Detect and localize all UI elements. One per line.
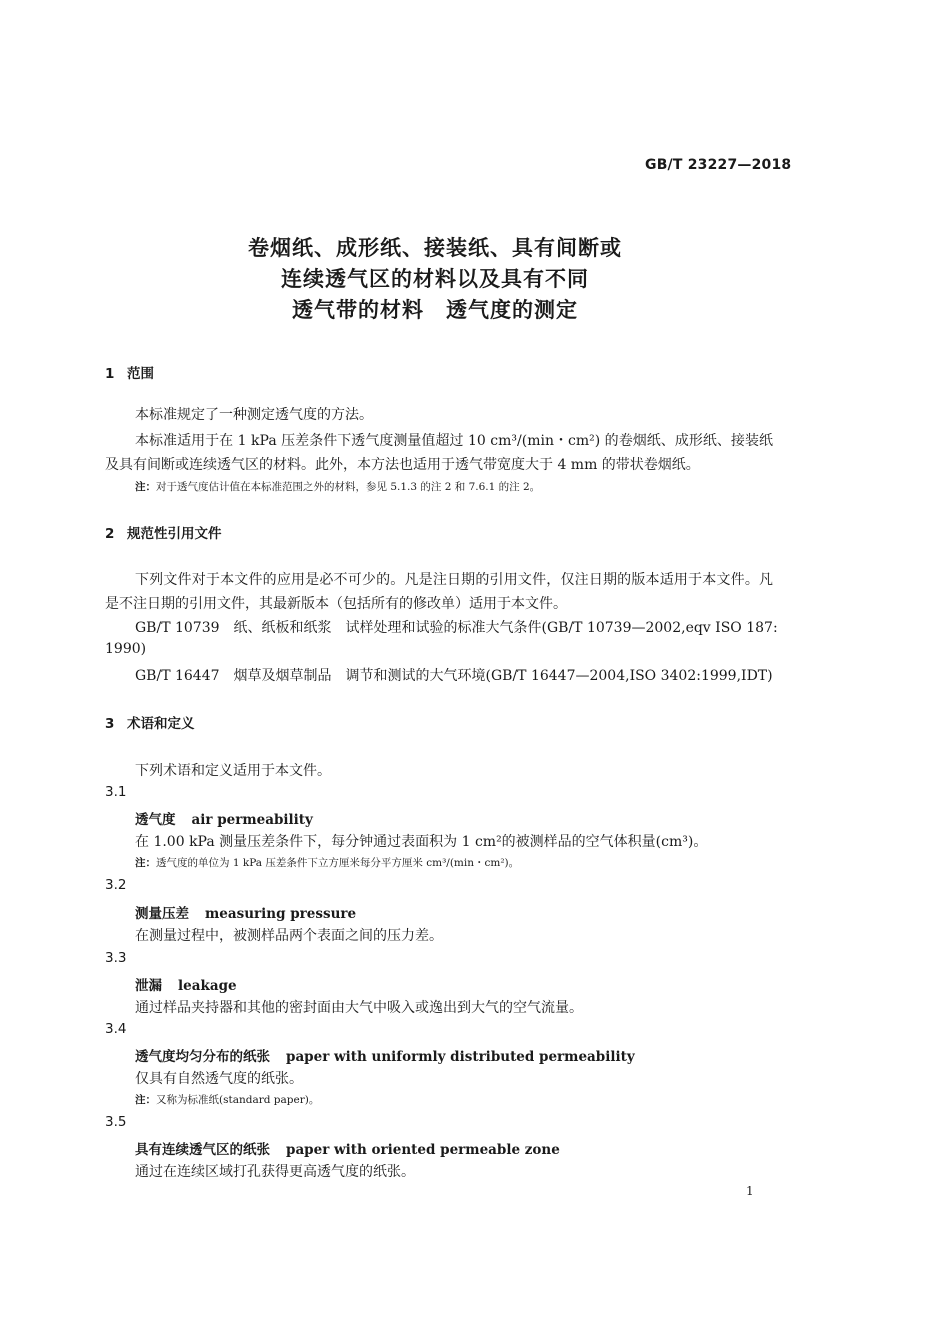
section-number: 1 <box>105 366 115 382</box>
term-definition: 在测量过程中，被测样品两个表面之间的压力差。 <box>135 928 443 944</box>
note-text: 对于透气度估计值在本标准范围之外的材料，参见 5.1.3 的注 2 和 7.6.1 的注 2。 <box>156 481 541 493</box>
section-1-heading <box>105 362 154 382</box>
term-english: paper with uniformly distributed permeability <box>286 1049 635 1065</box>
section-1-note <box>135 479 540 494</box>
term-definition: 仅具有自然透气度的纸张。 <box>135 1071 303 1087</box>
term-heading <box>135 1045 635 1065</box>
normative-reference-1: GB/T 10739 纸、纸板和纸浆 试样处理和试验的标准大气条件(GB/T 10739—2002,eqv ISO 187: <box>135 620 778 636</box>
note-label: 注： <box>135 857 156 869</box>
clause-number: 3.1 <box>105 784 127 800</box>
note-text: 又称为标准纸(standard paper)。 <box>156 1094 320 1106</box>
clause-number: 3.5 <box>105 1114 127 1130</box>
term-definition: 在 1.00 kPa 测量压差条件下，每分钟通过表面积为 1 cm²的被测样品的空气体积量(cm³)。 <box>135 834 708 850</box>
section-title: 术语和定义 <box>127 716 195 732</box>
section-3-intro: 下列术语和定义适用于本文件。 <box>135 763 331 779</box>
clause-number: 3.2 <box>105 877 127 893</box>
term-heading <box>135 974 237 994</box>
clause-number: 3.3 <box>105 950 127 966</box>
term-english: measuring pressure <box>205 906 357 922</box>
page-number: 1 <box>746 1184 754 1198</box>
term-english: leakage <box>178 978 237 994</box>
normative-reference-1-continuation: 1990) <box>105 641 147 657</box>
section-number: 2 <box>105 526 115 542</box>
section-number: 3 <box>105 716 115 732</box>
section-2-heading <box>105 522 222 542</box>
note-text: 透气度的单位为 1 kPa 压差条件下立方厘米每分平方厘米 cm³/(min・cm²)。 <box>156 857 520 869</box>
section-1-paragraph-1: 本标准规定了一种测定透气度的方法。 <box>135 407 373 423</box>
document-title-line-1: 卷烟纸、成形纸、接装纸、具有间断或 <box>248 236 622 260</box>
term-chinese: 泄漏 <box>135 978 162 994</box>
term-chinese: 具有连续透气区的纸张 <box>135 1142 270 1158</box>
term-chinese: 透气度 <box>135 812 176 828</box>
clause-number: 3.4 <box>105 1021 127 1037</box>
standard-number: GB/T 23227—2018 <box>645 157 792 173</box>
term-english: air permeability <box>191 812 313 828</box>
term-definition: 通过样品夹持器和其他的密封面由大气中吸入或逸出到大气的空气流量。 <box>135 1000 583 1016</box>
document-title-line-3: 透气带的材料 透气度的测定 <box>292 298 578 322</box>
term-heading <box>135 902 356 922</box>
term-definition: 通过在连续区域打孔获得更高透气度的纸张。 <box>135 1164 415 1180</box>
normative-reference-2: GB/T 16447 烟草及烟草制品 调节和测试的大气环境(GB/T 16447—2004,ISO 3402:1999,IDT) <box>135 668 773 684</box>
section-3-heading <box>105 712 195 732</box>
section-2-paragraph: 下列文件对于本文件的应用是必不可少的。凡是注日期的引用文件，仅注日期的版本适用于本文件。凡是不注日期的引用文件，其最新版本（包括所有的修改单）适用于本文件。 <box>105 572 773 612</box>
note-label: 注： <box>135 481 156 493</box>
term-note <box>135 855 519 870</box>
section-title: 规范性引用文件 <box>127 526 222 542</box>
term-heading <box>135 1138 560 1158</box>
term-chinese: 透气度均匀分布的纸张 <box>135 1049 270 1065</box>
note-label: 注： <box>135 1094 156 1106</box>
term-chinese: 测量压差 <box>135 906 189 922</box>
section-1-paragraph-2: 本标准适用于在 1 kPa 压差条件下透气度测量值超过 10 cm³/(min・cm²) 的卷烟纸、成形纸、接装纸及具有间断或连续透气区的材料。此外，本方法也适用于透气带宽度大于 4 mm 的带状卷烟纸。 <box>105 433 773 473</box>
term-heading <box>135 808 313 828</box>
term-note <box>135 1092 319 1107</box>
document-title-line-2: 连续透气区的材料以及具有不同 <box>281 267 589 291</box>
term-english: paper with oriented permeable zone <box>286 1142 560 1158</box>
section-title: 范围 <box>127 366 154 382</box>
